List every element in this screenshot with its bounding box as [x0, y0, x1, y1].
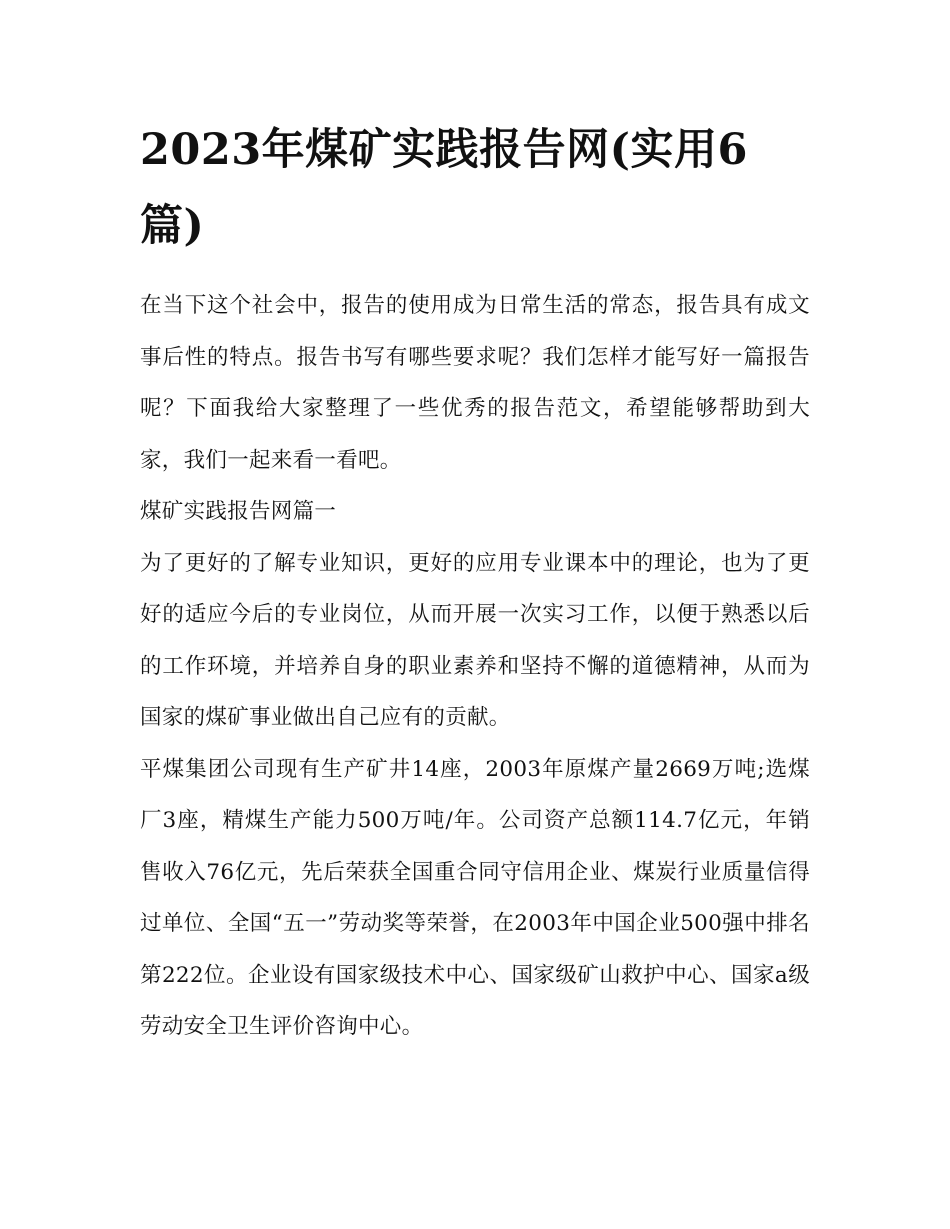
- intro-paragraph: 在当下这个社会中，报告的使用成为日常生活的常态，报告具有成文事后性的特点。报告书写有哪些要求呢？我们怎样才能写好一篇报告呢？下面我给大家整理了一些优秀的报告范文，希望能够帮助到大家，我们一起来看一看吧。: [140, 293, 810, 473]
- body-paragraph-1: 为了更好的了解专业知识，更好的应用专业课本中的理论，也为了更好的适应今后的专业岗位，从而开展一次实习工作，以便于熟悉以后的工作环境，并培养自身的职业素养和坚持不懈的道德精神，从而为国家的煤矿事业做出自己应有的贡献。: [140, 550, 810, 730]
- document-body: [140, 112, 810, 1053]
- section-heading: 煤矿实践报告网篇一: [140, 499, 337, 524]
- body-paragraph-2: 平煤集团公司现有生产矿井14座，2003年原煤产量2669万吨;选煤厂3座，精煤生产能力500万吨/年。公司资产总额114.7亿元，年销售收入76亿元，先后荣获全国重合同守信用企业、煤炭行业质量信得过单位、全国“五一”劳动奖等荣誉，在2003年中国企业500强中排名第222位。企业设有国家级技术中心、国家级矿山救护中心、国家a级劳动安全卫生评价咨询中心。: [140, 756, 810, 1039]
- document-title: 2023年煤矿实践报告网(实用6篇): [140, 125, 748, 251]
